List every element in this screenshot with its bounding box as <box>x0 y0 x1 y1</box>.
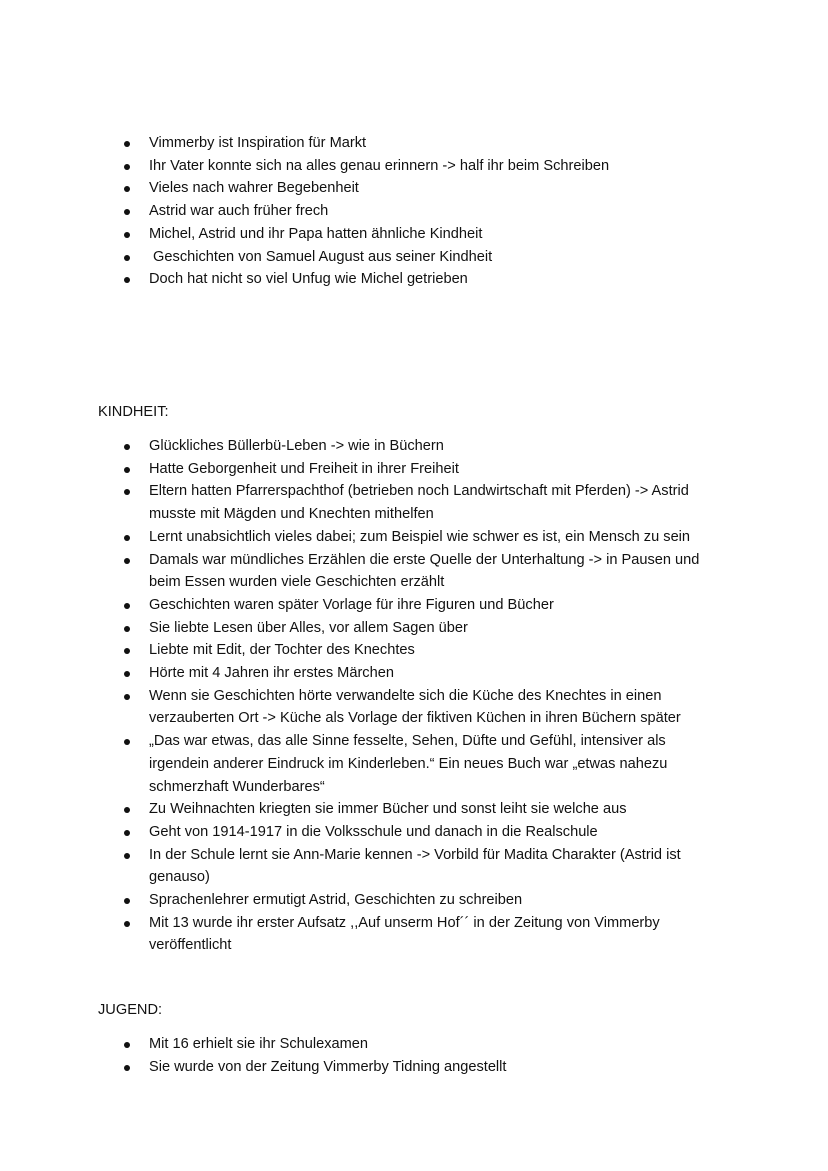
list-item: Doch hat nicht so viel Unfug wie Michel getrieben <box>0 268 729 291</box>
list-item: Eltern hatten Pfarrerspachthof (betrieben noch Landwirtschaft mit Pferden) -> Astrid musste mit Mägden und Knechten mithelfen <box>0 480 729 525</box>
list-item: Sprachenlehrer ermutigt Astrid, Geschichten zu schreiben <box>0 889 729 912</box>
list-item: Astrid war auch früher frech <box>0 200 729 223</box>
list-item: Hörte mit 4 Jahren ihr erstes Märchen <box>0 662 729 685</box>
list-item: Glückliches Büllerbü-Leben -> wie in Büchern <box>0 435 729 458</box>
list-item: Lernt unabsichtlich vieles dabei; zum Beispiel wie schwer es ist, ein Mensch zu sein <box>0 526 729 549</box>
list-item: Sie wurde von der Zeitung Vimmerby Tidning angestellt <box>0 1056 729 1079</box>
list-item: Geht von 1914-1917 in die Volksschule und danach in die Realschule <box>0 821 729 844</box>
list-item: In der Schule lernt sie Ann-Marie kennen -> Vorbild für Madita Charakter (Astrid ist genauso) <box>0 844 729 889</box>
kindheit-bullet-list <box>0 435 729 957</box>
list-item: Hatte Geborgenheit und Freiheit in ihrer Freiheit <box>0 458 729 481</box>
list-item: Ihr Vater konnte sich na alles genau erinnern -> half ihr beim Schreiben <box>0 155 729 178</box>
section-heading-kindheit: KINDHEIT: <box>98 404 169 420</box>
list-item: Damals war mündliches Erzählen die erste Quelle der Unterhaltung -> in Pausen und beim Essen wurden viele Geschichten erzählt <box>0 549 729 594</box>
list-item: Michel, Astrid und ihr Papa hatten ähnliche Kindheit <box>0 223 729 246</box>
list-item: Mit 13 wurde ihr erster Aufsatz ,,Auf unserm Hof´´ in der Zeitung von Vimmerby veröffentlicht <box>0 912 729 957</box>
list-item: Sie liebte Lesen über Alles, vor allem Sagen über <box>0 617 729 640</box>
list-item: Mit 16 erhielt sie ihr Schulexamen <box>0 1033 729 1056</box>
list-item: Vieles nach wahrer Begebenheit <box>0 177 729 200</box>
list-item: Wenn sie Geschichten hörte verwandelte sich die Küche des Knechtes in einen verzauberten Ort -> Küche als Vorlage der fiktiven Küchen in ihren Büchern später <box>0 685 729 730</box>
section-heading-jugend: JUGEND: <box>98 1002 163 1018</box>
intro-bullet-list <box>0 132 729 291</box>
jugend-bullet-list <box>0 1033 729 1078</box>
list-item: Liebte mit Edit, der Tochter des Knechtes <box>0 639 729 662</box>
list-item: Zu Weihnachten kriegten sie immer Bücher und sonst leiht sie welche aus <box>0 798 729 821</box>
list-item: Geschichten waren später Vorlage für ihre Figuren und Bücher <box>0 594 729 617</box>
list-item: Geschichten von Samuel August aus seiner Kindheit <box>0 246 729 269</box>
list-item: Vimmerby ist Inspiration für Markt <box>0 132 729 155</box>
list-item: „Das war etwas, das alle Sinne fesselte, Sehen, Düfte und Gefühl, intensiver als irgendein anderer Eindruck im Kinderleben.“ Ein neues Buch war „etwas nahezu schmerzhaft Wunderbares“ <box>0 730 729 798</box>
